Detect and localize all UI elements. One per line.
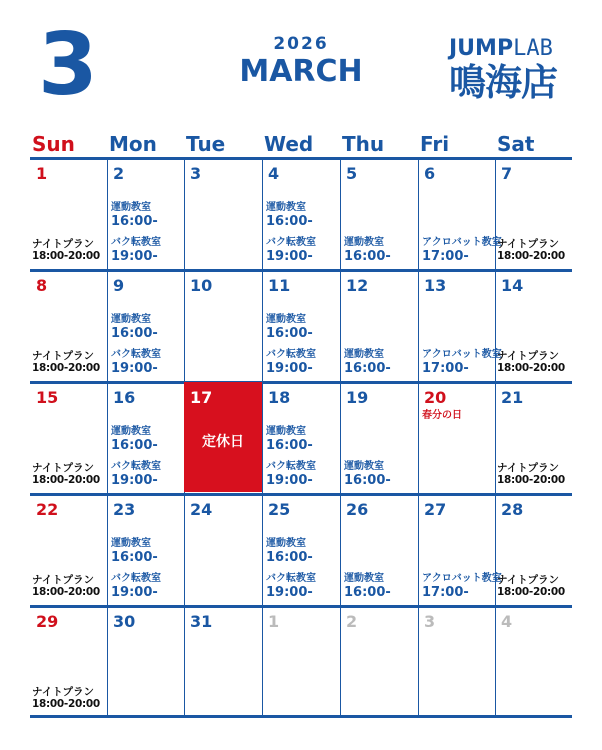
event-time: 19:00- — [111, 361, 158, 376]
day-cell — [418, 270, 502, 382]
event-time: 16:00- — [344, 473, 391, 488]
day-cell — [30, 606, 107, 716]
night-plan-event — [497, 350, 565, 374]
day-number: 19 — [346, 388, 369, 407]
class-event — [111, 538, 158, 566]
event-label: バク転教室 — [111, 237, 161, 248]
weekday-sun: Sun — [32, 132, 75, 156]
event-label: 運動教室 — [111, 314, 151, 325]
weekday-sat: Sat — [497, 132, 535, 156]
event-label: ナイトプラン — [32, 350, 94, 362]
event-time: 17:00- — [422, 585, 469, 600]
closed-day-cell — [184, 382, 262, 492]
night-plan-event — [32, 686, 100, 710]
event-time: 18:00-20:00 — [497, 586, 565, 599]
night-plan-event — [32, 462, 100, 486]
class-event — [111, 426, 158, 454]
event-label: バク転教室 — [111, 461, 161, 472]
class-event — [266, 202, 313, 230]
day-cell — [107, 606, 184, 716]
event-time: 16:00- — [111, 214, 158, 229]
event-label: ナイトプラン — [32, 574, 94, 586]
brand-name: JUMPLAB — [449, 36, 553, 61]
event-label: 運動教室 — [344, 237, 384, 248]
day-number: 10 — [190, 276, 213, 295]
event-label: 運動教室 — [266, 314, 306, 325]
event-time: 16:00- — [344, 585, 391, 600]
day-number: 8 — [36, 276, 48, 295]
class-event — [344, 461, 391, 489]
day-number: 17 — [190, 388, 213, 407]
night-plan-event — [497, 574, 565, 598]
day-number: 25 — [268, 500, 291, 519]
event-label: バク転教室 — [266, 349, 316, 360]
night-plan-event — [32, 238, 100, 262]
day-cell — [418, 158, 502, 270]
event-label: 運動教室 — [111, 426, 151, 437]
event-time: 19:00- — [111, 585, 158, 600]
class-event — [111, 573, 161, 601]
day-number: 21 — [501, 388, 524, 407]
class-event — [266, 349, 316, 377]
day-cell — [340, 494, 418, 606]
day-cell — [495, 606, 572, 716]
event-label: 運動教室 — [266, 202, 306, 213]
day-number: 20 — [424, 388, 447, 407]
event-label: アクロバット教室 — [422, 573, 502, 584]
day-number: 30 — [113, 612, 136, 631]
class-event — [266, 314, 313, 342]
event-label: 運動教室 — [111, 202, 151, 213]
day-number: 3 — [190, 164, 202, 183]
event-label: 運動教室 — [266, 426, 306, 437]
event-label: 運動教室 — [344, 349, 384, 360]
event-time: 16:00- — [266, 326, 313, 341]
event-label: ナイトプラン — [497, 350, 559, 362]
class-event — [344, 349, 391, 377]
day-number: 15 — [36, 388, 59, 407]
class-event — [266, 461, 316, 489]
day-cell — [340, 382, 418, 494]
day-number: 1 — [36, 164, 48, 183]
day-cell — [184, 494, 262, 606]
day-number: 22 — [36, 500, 59, 519]
day-number: 23 — [113, 500, 136, 519]
day-cell — [107, 270, 184, 382]
day-number: 4 — [501, 612, 513, 631]
month-number: 3 — [38, 15, 98, 115]
event-time: 16:00- — [344, 361, 391, 376]
day-cell — [418, 494, 502, 606]
event-label: ナイトプラン — [32, 686, 94, 698]
day-number: 1 — [268, 612, 280, 631]
class-event — [111, 314, 158, 342]
day-number: 11 — [268, 276, 291, 295]
day-number: 27 — [424, 500, 447, 519]
day-cell — [262, 494, 340, 606]
day-cell — [107, 382, 184, 494]
event-time: 18:00-20:00 — [32, 698, 100, 711]
day-cell — [107, 158, 184, 270]
event-label: 運動教室 — [266, 538, 306, 549]
event-time: 19:00- — [266, 361, 313, 376]
day-cell — [30, 270, 107, 382]
closed-label: 定休日 — [202, 434, 244, 450]
event-time: 16:00- — [266, 214, 313, 229]
day-cell — [30, 158, 107, 270]
event-label: ナイトプラン — [497, 462, 559, 474]
day-number: 3 — [424, 612, 436, 631]
day-cell — [495, 270, 572, 382]
day-number: 2 — [113, 164, 125, 183]
holiday-label: 春分の日 — [422, 410, 462, 421]
event-time: 16:00- — [111, 326, 158, 341]
day-cell — [340, 158, 418, 270]
event-time: 18:00-20:00 — [497, 250, 565, 263]
day-cell — [184, 158, 262, 270]
day-cell — [495, 494, 572, 606]
day-cell — [495, 158, 572, 270]
class-event — [266, 538, 313, 566]
event-label: 運動教室 — [111, 538, 151, 549]
day-number: 29 — [36, 612, 59, 631]
day-cell — [418, 382, 495, 494]
day-number: 12 — [346, 276, 369, 295]
day-number: 5 — [346, 164, 358, 183]
night-plan-event — [32, 574, 100, 598]
event-label: バク転教室 — [266, 237, 316, 248]
night-plan-event — [32, 350, 100, 374]
class-event — [111, 461, 161, 489]
day-cell — [262, 382, 340, 494]
day-number: 2 — [346, 612, 358, 631]
class-event — [344, 237, 391, 265]
weekday-tue: Tue — [186, 132, 226, 156]
event-label: バク転教室 — [266, 461, 316, 472]
event-time: 19:00- — [111, 473, 158, 488]
event-time: 17:00- — [422, 249, 469, 264]
day-number: 7 — [501, 164, 513, 183]
event-label: ナイトプラン — [497, 238, 559, 250]
event-time: 19:00- — [266, 585, 313, 600]
event-time: 16:00- — [111, 438, 158, 453]
event-time: 18:00-20:00 — [497, 362, 565, 375]
event-label: 運動教室 — [344, 573, 384, 584]
weekday-wed: Wed — [264, 132, 314, 156]
day-cell — [184, 270, 262, 382]
event-time: 19:00- — [266, 473, 313, 488]
day-cell — [30, 382, 107, 494]
day-cell — [340, 270, 418, 382]
brand-logo — [449, 36, 589, 104]
event-label: バク転教室 — [111, 349, 161, 360]
day-number: 4 — [268, 164, 280, 183]
event-label: ナイトプラン — [497, 574, 559, 586]
class-event — [344, 573, 391, 601]
event-time: 19:00- — [266, 249, 313, 264]
event-label: アクロバット教室 — [422, 349, 502, 360]
weekday-mon: Mon — [109, 132, 157, 156]
event-label: バク転教室 — [266, 573, 316, 584]
day-cell — [340, 606, 418, 716]
event-time: 16:00- — [344, 249, 391, 264]
class-event — [422, 573, 502, 601]
class-event — [111, 237, 161, 265]
event-time: 16:00- — [111, 550, 158, 565]
event-time: 17:00- — [422, 361, 469, 376]
day-cell — [30, 494, 107, 606]
day-number: 26 — [346, 500, 369, 519]
weekday-fri: Fri — [420, 132, 450, 156]
class-event — [266, 573, 316, 601]
night-plan-event — [497, 238, 565, 262]
event-time: 18:00-20:00 — [32, 250, 100, 263]
event-time: 16:00- — [266, 550, 313, 565]
event-label: アクロバット教室 — [422, 237, 502, 248]
class-event — [422, 237, 502, 265]
class-event — [266, 237, 316, 265]
event-time: 18:00-20:00 — [32, 362, 100, 375]
day-cell — [262, 270, 340, 382]
class-event — [422, 349, 502, 377]
store-name: 鳴海店 — [449, 61, 557, 104]
day-cell — [262, 606, 340, 716]
day-number: 24 — [190, 500, 213, 519]
class-event — [266, 426, 313, 454]
event-time: 18:00-20:00 — [32, 474, 100, 487]
month-name: MARCH — [239, 54, 363, 89]
event-time: 18:00-20:00 — [32, 586, 100, 599]
year-label: 2026 — [273, 34, 329, 54]
day-cell — [107, 494, 184, 606]
day-number: 18 — [268, 388, 291, 407]
day-cell — [184, 606, 262, 716]
event-label: ナイトプラン — [32, 462, 94, 474]
day-number: 9 — [113, 276, 125, 295]
day-number: 28 — [501, 500, 524, 519]
day-number: 14 — [501, 276, 524, 295]
class-event — [111, 202, 158, 230]
day-number: 16 — [113, 388, 136, 407]
weekday-thu: Thu — [342, 132, 385, 156]
event-label: バク転教室 — [111, 573, 161, 584]
event-time: 18:00-20:00 — [497, 474, 565, 487]
day-cell — [262, 158, 340, 270]
class-event — [111, 349, 161, 377]
day-cell — [495, 382, 572, 494]
event-time: 19:00- — [111, 249, 158, 264]
day-number: 31 — [190, 612, 213, 631]
night-plan-event — [497, 462, 565, 486]
day-cell — [418, 606, 495, 716]
event-label: ナイトプラン — [32, 238, 94, 250]
day-number: 6 — [424, 164, 436, 183]
day-number: 13 — [424, 276, 447, 295]
event-label: 運動教室 — [344, 461, 384, 472]
event-time: 16:00- — [266, 438, 313, 453]
